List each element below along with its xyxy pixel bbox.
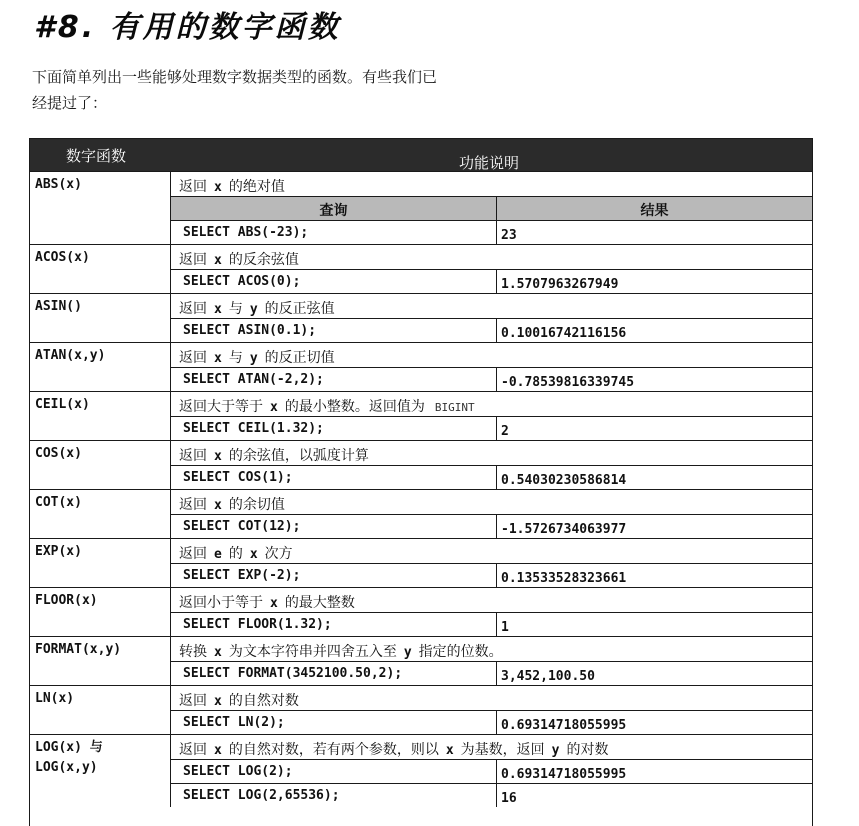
query-cell: SELECT ABS(-23); (170, 220, 496, 244)
function-name-cell (30, 538, 170, 587)
function-name-text: ASIN() (35, 299, 82, 314)
query-cell: SELECT ATAN(-2,2); (170, 367, 496, 391)
function-name-text: COT(x) (35, 495, 82, 510)
function-name-text: LN(x) (35, 691, 75, 706)
description-cell (170, 587, 812, 612)
description-cell (170, 391, 812, 416)
function-name-cell (30, 440, 170, 489)
description-variable: x (214, 645, 222, 660)
description-text: 的对数 (566, 742, 609, 758)
description-text: 的余切值 (228, 497, 285, 513)
description-variable: e (214, 547, 222, 562)
description-cell (170, 244, 812, 269)
description-cell (170, 293, 812, 318)
query-cell: SELECT ASIN(0.1); (170, 318, 496, 342)
function-name-cell (30, 244, 170, 293)
function-name-text: CEIL(x) (35, 397, 90, 412)
description-text: 返回 (179, 693, 207, 709)
description-text: 的最小整数。返回值为 (284, 399, 425, 415)
function-name-text: ACOS(x) (35, 250, 90, 265)
function-name-cell (30, 171, 170, 244)
sub-header-result: 结果 (496, 196, 812, 220)
description-text: 返回大于等于 (179, 399, 263, 415)
description-text: 为基数，返回 (460, 742, 545, 758)
description-variable: x (214, 351, 222, 366)
description-text: 的 (228, 546, 243, 562)
sub-header-query: 查询 (170, 196, 496, 220)
function-name-cell (30, 293, 170, 342)
description-text: 的余弦值，以弧度计算 (228, 448, 369, 464)
description-cell (170, 636, 812, 661)
function-name-text: LOG(x,y) (35, 760, 98, 775)
description-variable: x (249, 547, 258, 562)
description-cell (170, 685, 812, 710)
description-text: 的自然对数，若有两个参数，则以 (228, 742, 439, 758)
query-cell: SELECT LOG(2); (170, 759, 496, 783)
description-variable: x (270, 596, 278, 611)
result-cell: -0.78539816339745 (496, 367, 812, 391)
function-name-cell (30, 636, 170, 685)
result-cell: 0.69314718055995 (496, 710, 812, 734)
function-name-cell (30, 489, 170, 538)
description-variable: y (403, 645, 412, 660)
description-variable: x (214, 743, 222, 758)
description-variable: x (445, 743, 454, 758)
description-text: 的自然对数 (228, 693, 299, 709)
query-cell: SELECT FLOOR(1.32); (170, 612, 496, 636)
result-cell: 1.5707963267949 (496, 269, 812, 293)
function-name-text: EXP(x) (35, 544, 82, 559)
description-cell (170, 538, 812, 563)
table-header (30, 139, 812, 171)
result-cell: 0.10016742116156 (496, 318, 812, 342)
description-cell (170, 489, 812, 514)
query-cell: SELECT LOG(2,65536); (170, 783, 496, 807)
query-cell: SELECT ACOS(0); (170, 269, 496, 293)
header-description-label: 功能说明 (459, 154, 520, 172)
description-variable: x (214, 180, 222, 195)
query-cell: SELECT COT(12); (170, 514, 496, 538)
description-text: 返回 (179, 350, 207, 366)
result-cell: 1 (496, 612, 812, 636)
description-text: 转换 (179, 644, 207, 660)
result-cell: 2 (496, 416, 812, 440)
description-text: 返回 (179, 497, 207, 513)
description-cell (170, 734, 812, 759)
description-variable: x (214, 498, 222, 513)
description-cell (170, 171, 812, 196)
description-text: 返回 (179, 252, 207, 268)
description-text: 次方 (264, 546, 293, 562)
query-cell: SELECT COS(1); (170, 465, 496, 489)
function-name-text: FORMAT(x,y) (35, 642, 122, 657)
description-variable: y (551, 743, 560, 758)
header-function-label: 数字函数 (66, 147, 127, 165)
function-name-cell (30, 391, 170, 440)
description-type-name: BIGINT (434, 401, 475, 414)
result-cell: 0.13533528323661 (496, 563, 812, 587)
description-variable: x (270, 400, 278, 415)
function-name-text: ATAN(x,y) (35, 348, 106, 363)
query-cell: SELECT EXP(-2); (170, 563, 496, 587)
description-text: 与 (228, 350, 243, 366)
result-cell: 23 (496, 220, 812, 244)
description-text: 指定的位数。 (418, 644, 503, 660)
result-cell: -1.5726734063977 (496, 514, 812, 538)
description-variable: x (214, 449, 222, 464)
description-text: 为文本字符串并四舍五入至 (228, 644, 397, 660)
description-text: 的绝对值 (228, 179, 285, 195)
description-variable: y (249, 351, 258, 366)
query-cell: SELECT CEIL(1.32); (170, 416, 496, 440)
description-variable: y (249, 302, 258, 317)
description-cell (170, 440, 812, 465)
function-name-cell (30, 587, 170, 636)
description-text: 返回 (179, 742, 207, 758)
description-text: 返回 (179, 179, 207, 195)
result-cell: 0.54030230586814 (496, 465, 812, 489)
function-name-text: COS(x) (35, 446, 82, 461)
description-text: 返回 (179, 448, 207, 464)
description-text: 返回 (179, 546, 207, 562)
description-text: 的反正切值 (264, 350, 335, 366)
description-variable: x (214, 253, 222, 268)
function-name-text: LOG(x) 与 (35, 740, 103, 755)
numeric-functions-table (29, 138, 813, 826)
function-name-cell (30, 685, 170, 734)
result-cell: 16 (496, 783, 812, 807)
function-name-cell (30, 734, 170, 807)
function-name-text: FLOOR(x) (35, 593, 98, 608)
result-cell: 3,452,100.50 (496, 661, 812, 685)
page-heading: #8. 有用的数字函数 (34, 10, 341, 45)
query-cell: SELECT FORMAT(3452100.50,2); (170, 661, 496, 685)
intro-text-line-1: 下面简单列出一些能够处理数字数据类型的函数。有些我们已 (32, 68, 438, 86)
description-cell (170, 342, 812, 367)
description-text: 的最大整数 (284, 595, 355, 611)
function-name-cell (30, 342, 170, 391)
description-text: 返回小于等于 (179, 595, 263, 611)
description-variable: x (214, 694, 222, 709)
function-name-text: ABS(x) (35, 177, 82, 192)
description-text: 的反正弦值 (264, 301, 335, 317)
description-text: 返回 (179, 301, 207, 317)
description-text: 与 (228, 301, 243, 317)
query-cell: SELECT LN(2); (170, 710, 496, 734)
description-text: 的反余弦值 (228, 252, 299, 268)
description-variable: x (214, 302, 222, 317)
intro-text-line-2: 经提过了： (32, 94, 108, 112)
result-cell: 0.69314718055995 (496, 759, 812, 783)
